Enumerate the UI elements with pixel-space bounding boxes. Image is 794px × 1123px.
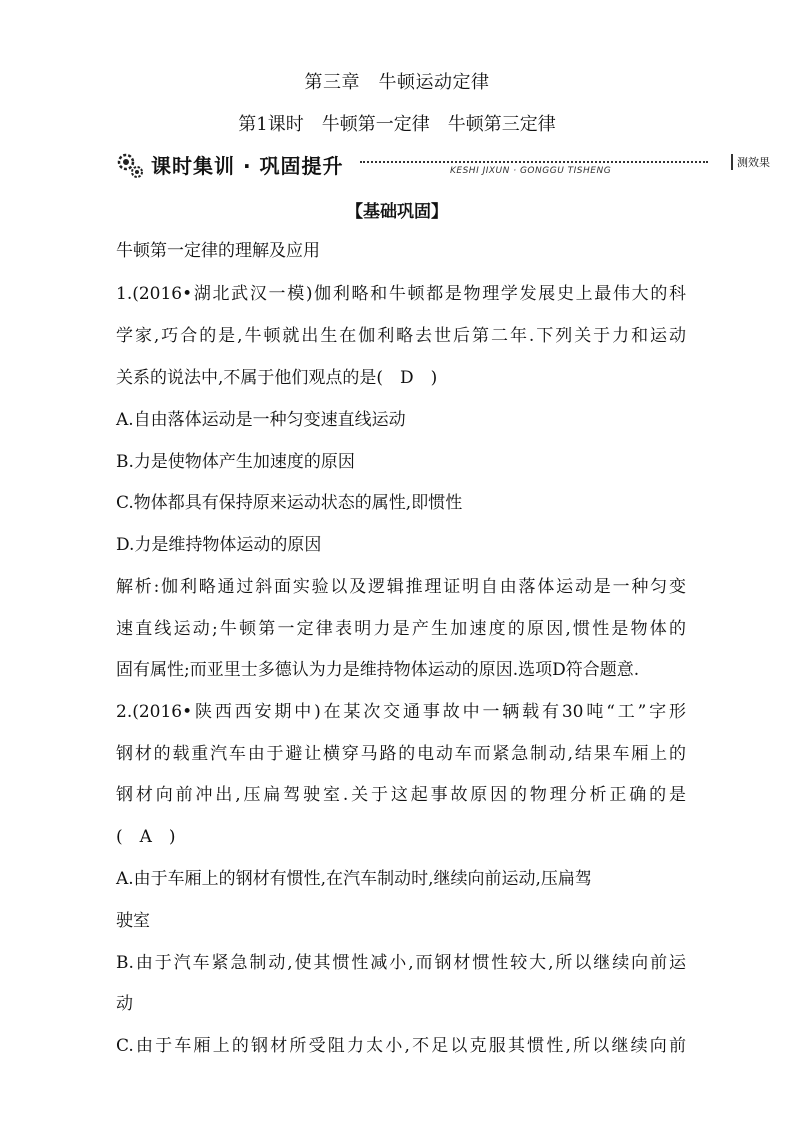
section-banner: [115, 148, 770, 182]
q1-stem-line: 1.(2016•湖北武汉一模)伽利略和牛顿都是物理学发展史上最伟大的科: [116, 284, 686, 304]
q1-analysis-line: 解析:伽利略通过斜面实验以及逻辑推理证明自由落体运动是一种匀变: [116, 577, 686, 597]
q1-analysis-line: 速直线运动;牛顿第一定律表明力是产生加速度的原因,惯性是物体的: [116, 619, 686, 639]
q2-option-b: B.由于汽车紧急制动,使其惯性减小,而钢材惯性较大,所以继续向前运: [116, 953, 686, 973]
q1-analysis-line: 固有属性;而亚里士多德认为力是维持物体运动的原因.选项D符合题意.: [116, 660, 640, 680]
q1-option-a: A.自由落体运动是一种匀变速直线运动: [116, 410, 406, 430]
chapter-title: 第三章 牛顿运动定律: [304, 72, 490, 93]
banner-tag: 测效果: [731, 154, 770, 170]
q2-option-a: A.由于车厢上的钢材有惯性,在汽车制动时,继续向前运动,压扁驾: [116, 869, 592, 889]
q2-option-b-cont: 动: [116, 994, 133, 1014]
q2-stem-line: 2.(2016•陕西西安期中)在某次交通事故中一辆载有30吨“工”字形: [116, 702, 686, 722]
q2-option-a-cont: 驶室: [116, 911, 150, 931]
banner-divider: [360, 161, 708, 163]
q1-stem-line: 学家,巧合的是,牛顿就出生在伽利略去世后第二年.下列关于力和运动: [116, 326, 686, 346]
q1-option-c: C.物体都具有保持原来运动状态的属性,即惯性: [116, 493, 463, 513]
lesson-title: 第1课时 牛顿第一定律 牛顿第三定律: [238, 114, 556, 135]
q1-option-b: B.力是使物体产生加速度的原因: [116, 452, 355, 472]
section-heading: 【基础巩固】: [346, 202, 448, 222]
q1-option-d: D.力是维持物体运动的原因: [116, 535, 322, 555]
banner-subtitle: KESHI JIXUN · GONGGU TISHENG: [450, 166, 612, 176]
q2-stem-line: 钢材向前冲出,压扁驾驶室.关于这起事故原因的物理分析正确的是: [116, 785, 686, 805]
topic-heading: 牛顿第一定律的理解及应用: [116, 241, 320, 261]
q1-stem-line: 关系的说法中,不属于他们观点的是( D ): [116, 368, 438, 388]
q2-stem-line: 钢材的载重汽车由于避让横穿马路的电动车而紧急制动,结果车厢上的: [116, 744, 686, 764]
q2-option-c: C.由于车厢上的钢材所受阻力太小,不足以克服其惯性,所以继续向前: [116, 1036, 686, 1056]
gear-icon: [115, 150, 145, 180]
q2-answer-bracket: ( A ): [116, 827, 176, 847]
banner-title: 课时集训 · 巩固提升: [151, 154, 344, 178]
